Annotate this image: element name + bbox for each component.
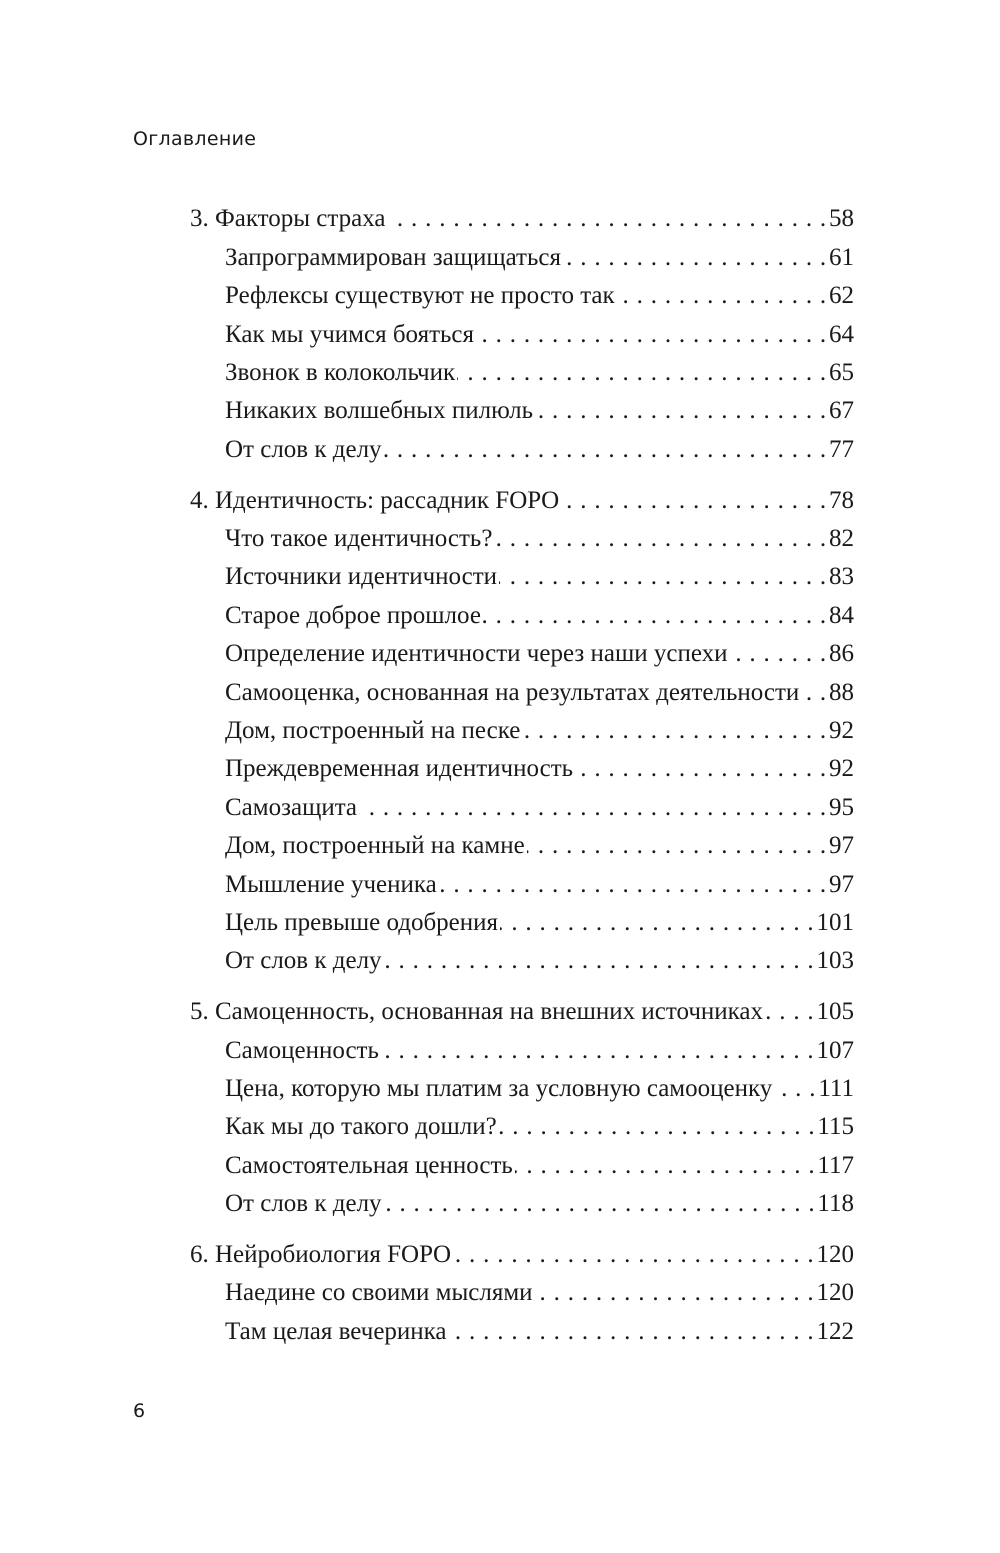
chapter-title: 5. Самоценность, основанная на внешних источниках	[190, 998, 764, 1026]
dot-leader	[535, 1285, 815, 1305]
entry-title: Самостоятельная ценность	[225, 1151, 513, 1179]
dot-leader	[617, 288, 827, 308]
page-number: 92	[829, 755, 854, 783]
toc-entry[interactable]	[190, 353, 854, 391]
dot-leader	[500, 915, 814, 935]
chapter-heading[interactable]	[190, 1235, 854, 1273]
toc-entry[interactable]	[190, 787, 854, 825]
page-number: 95	[829, 793, 854, 821]
toc-entry[interactable]	[190, 1107, 854, 1145]
page-number: 61	[829, 243, 854, 271]
chapter-3	[190, 199, 854, 468]
toc-entry[interactable]	[190, 595, 854, 633]
chapter-4	[190, 480, 854, 979]
entry-title: Мышление ученика	[225, 870, 437, 898]
dot-leader	[774, 1081, 816, 1101]
dot-leader	[494, 531, 827, 551]
entry-title: Цена, которую мы платим за условную самооценку	[225, 1074, 773, 1102]
chapter-heading[interactable]	[190, 992, 854, 1030]
page-number: 118	[817, 1190, 854, 1218]
toc-entry[interactable]	[190, 519, 854, 557]
chapter-5	[190, 992, 854, 1222]
dot-leader	[729, 646, 827, 666]
toc-entry[interactable]	[190, 1273, 854, 1311]
page-number: 86	[829, 640, 854, 668]
toc-entry[interactable]	[190, 1311, 854, 1349]
entry-title: От слов к делу	[225, 435, 382, 463]
table-of-contents	[190, 199, 854, 1362]
page-number: 77	[829, 435, 854, 463]
toc-entry[interactable]	[190, 314, 854, 352]
page-number: 107	[816, 1036, 854, 1064]
dot-leader	[388, 211, 828, 231]
entry-title: Дом, построенный на песке	[225, 716, 521, 744]
dot-leader	[453, 1247, 814, 1267]
folio-page-number: 6	[133, 1400, 146, 1422]
page-number: 62	[829, 282, 854, 310]
toc-entry[interactable]	[190, 237, 854, 275]
page-number: 78	[829, 486, 854, 514]
page-number: 115	[817, 1113, 854, 1141]
page-number: 120	[816, 1241, 854, 1269]
dot-leader	[561, 493, 827, 513]
page-number: 67	[829, 397, 854, 425]
toc-entry[interactable]	[190, 1030, 854, 1068]
toc-entry[interactable]	[190, 903, 854, 941]
entry-title: Как мы учимся бояться	[225, 320, 474, 348]
dot-leader	[384, 442, 827, 462]
toc-entry[interactable]	[190, 941, 854, 979]
entry-title: Никаких волшебных пилюль	[225, 397, 534, 425]
page-number: 65	[829, 358, 854, 386]
dot-leader	[575, 761, 827, 781]
dot-leader	[359, 800, 827, 820]
toc-entry[interactable]	[190, 826, 854, 864]
entry-title: Самооценка, основанная на результатах деятельности	[225, 678, 800, 706]
entry-title: Самоценность	[225, 1036, 379, 1064]
dot-leader	[515, 1158, 816, 1178]
dot-leader	[522, 723, 827, 743]
dot-leader	[449, 1324, 815, 1344]
page-number: 111	[818, 1074, 854, 1102]
page-number: 82	[829, 525, 854, 553]
entry-title: Наедине со своими мыслями	[225, 1279, 533, 1307]
entry-title: От слов к делу	[225, 947, 382, 975]
entry-title: Звонок в колокольчик	[225, 358, 456, 386]
toc-entry[interactable]	[190, 557, 854, 595]
entry-title: Рефлексы существуют не просто так	[225, 282, 615, 310]
entry-title: Как мы до такого дошли?	[225, 1113, 497, 1141]
dot-leader	[384, 1196, 816, 1216]
entry-title: Преждевременная идентичность	[225, 755, 574, 783]
page-number: 120	[816, 1279, 854, 1307]
entry-title: От слов к делу	[225, 1190, 382, 1218]
dot-leader	[499, 569, 827, 589]
entry-title: Старое доброе прошлое	[225, 601, 481, 629]
page-number: 122	[816, 1317, 854, 1345]
toc-entry[interactable]	[190, 672, 854, 710]
entry-title: Там целая вечеринка	[225, 1317, 447, 1345]
dot-leader	[476, 327, 827, 347]
toc-entry[interactable]	[190, 711, 854, 749]
toc-entry[interactable]	[190, 634, 854, 672]
chapter-title: 3. Факторы страха	[190, 205, 386, 233]
toc-entry[interactable]	[190, 1069, 854, 1107]
toc-entry[interactable]	[190, 749, 854, 787]
page-number: 97	[829, 870, 854, 898]
dot-leader	[439, 877, 827, 897]
dot-leader	[499, 1119, 816, 1139]
toc-entry[interactable]	[190, 1184, 854, 1222]
chapter-title: 4. Идентичность: рассадник FOPO	[190, 486, 560, 514]
chapter-heading[interactable]	[190, 199, 854, 237]
dot-leader	[527, 838, 827, 858]
dot-leader	[457, 365, 827, 385]
dot-leader	[384, 953, 815, 973]
entry-title: Дом, построенный на камне	[225, 832, 525, 860]
entry-title: Что такое идентичность?	[225, 525, 493, 553]
page-number: 88	[829, 678, 854, 706]
dot-leader	[765, 1004, 814, 1024]
page-number: 64	[829, 320, 854, 348]
dot-leader	[563, 250, 827, 270]
page-number: 92	[829, 716, 854, 744]
chapter-heading[interactable]	[190, 480, 854, 518]
dot-leader	[483, 608, 827, 628]
page-number: 117	[817, 1151, 854, 1179]
page-number: 84	[829, 601, 854, 629]
page-number: 83	[829, 563, 854, 591]
entry-title: Цель превыше одобрения	[225, 908, 499, 936]
chapter-6	[190, 1235, 854, 1350]
dot-leader	[535, 403, 827, 423]
toc-entry[interactable]	[190, 1145, 854, 1183]
chapter-title: 6. Нейробиология FOPO	[190, 1241, 452, 1269]
page-number: 101	[816, 908, 854, 936]
page-number: 103	[816, 947, 854, 975]
toc-entry[interactable]	[190, 429, 854, 467]
entry-title: Запрограммирован защищаться	[225, 243, 561, 271]
running-head: Оглавление	[133, 128, 257, 150]
page-number: 105	[816, 998, 854, 1026]
entry-title: Определение идентичности через наши успехи	[225, 640, 728, 668]
toc-entry[interactable]	[190, 276, 854, 314]
entry-title: Источники идентичности	[225, 563, 498, 591]
toc-entry[interactable]	[190, 864, 854, 902]
page-number: 97	[829, 832, 854, 860]
toc-entry[interactable]	[190, 391, 854, 429]
dot-leader	[801, 685, 827, 705]
dot-leader	[381, 1043, 815, 1063]
page-number: 58	[829, 205, 854, 233]
entry-title: Самозащита	[225, 793, 358, 821]
